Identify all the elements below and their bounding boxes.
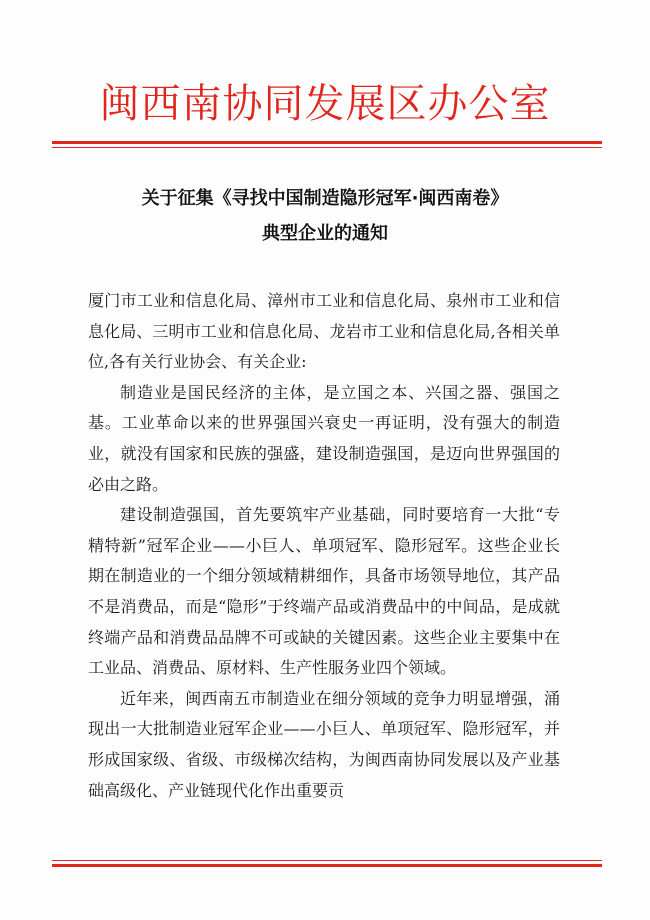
body-paragraph-2: 建设制造强国，首先要筑牢产业基础，同时要培育一大批“专精特新”冠军企业——小巨人、单项冠军、隐形冠军。这些企业长期在制造业的一个细分领域精耕细作，具备市场领导地位，其产品不是消费品，而是“隐形”于终端产品或消费品中的中间品，是成就终端产品和消费品品牌不可或缺的关键因素。这些企业主要集中在工业品、消费品、原材料、生产性服务业四个领域。 <box>88 505 560 678</box>
body-paragraph-3: 近年来，闽西南五市制造业在细分领域的竞争力明显增强，涌现出一大批制造业冠军企业——小巨人、单项冠军、隐形冠军，并形成国家级、省级、市级梯次结构，为闽西南协同发展以及产业基础高级化、产业链现代化作出重要贡 <box>88 688 560 800</box>
addressees-paragraph: 厦门市工业和信息化局、漳州市工业和信息化局、泉州市工业和信息化局、三明市工业和信息化局、龙岩市工业和信息化局,各相关单位,各有关行业协会、有关企业: <box>88 291 560 372</box>
header-red-rule-thick <box>52 141 602 144</box>
body-paragraph-1: 制造业是国民经济的主体，是立国之本、兴国之器、强国之基。工业革命以来的世界强国兴衰史一再证明，没有强大的制造业，就没有国家和民族的强盛，建设制造强国，是迈向世界强国的必由之路。 <box>88 382 560 494</box>
document-title-line-1: 关于征集《寻找中国制造隐形冠军·闽西南卷》 <box>141 188 509 209</box>
document-title-line-2: 典型企业的通知 <box>262 223 388 244</box>
document-body <box>88 286 560 806</box>
org-header-title: 闽西南协同发展区办公室 <box>99 81 551 127</box>
footer-red-rule-thin <box>52 860 602 861</box>
footer-red-rule-thick <box>52 864 602 867</box>
header-red-rule-thin <box>52 147 602 148</box>
